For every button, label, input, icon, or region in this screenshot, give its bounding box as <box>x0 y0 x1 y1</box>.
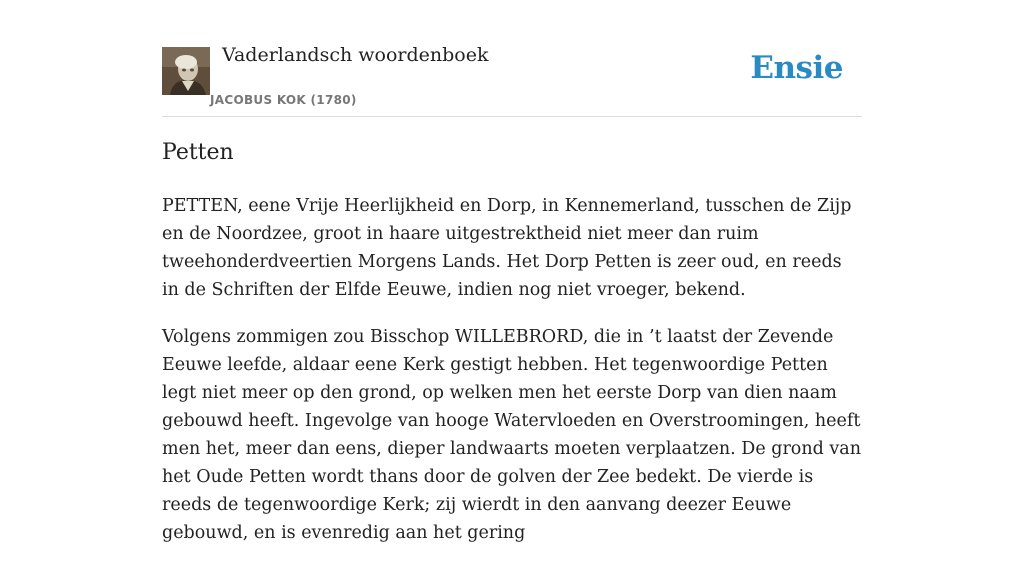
book-title[interactable]: Vaderlandsch woordenboek <box>222 44 489 66</box>
entry-paragraph: Volgens zommigen zou Bisschop WILLEBRORD, die in ’t laatst der Zevende Eeuwe leefde, aldaar eene Kerk gestigt hebben. Het tegenwoordige Petten legt niet meer op den grond, op welken men het eerste Dorp van dien naam gebouwd heeft. Ingevolge van hooge Watervloeden en Overstroomingen, heeft men het, meer dan eens, dieper landwaarts moeten verplaatzen. De grond van het Oude Petten wordt thans door de golven der Zee bedekt. De vierde is reeds de tegenwoordige Kerk; zij wierdt in den aanvang deezer Eeuwe gebouwd, en is evenredig aan het gering <box>162 327 861 543</box>
author-portrait-icon <box>162 47 210 95</box>
header <box>162 0 862 117</box>
content-container <box>162 0 862 543</box>
author-name: JACOBUS KOK (1780) <box>210 93 357 107</box>
entry-body <box>162 192 862 566</box>
entry-title: Petten <box>162 140 234 165</box>
entry-paragraph: PETTEN, eene Vrije Heerlijkheid en Dorp, in Kennemerland, tusschen de Zijp en de Noordzee, groot in haare uitgestrektheid niet meer dan ruim tweehonderdveertien Morgens Lands. Het Dorp Petten is zeer oud, en reeds in de Schriften der Elfde Eeuwe, indien nog niet vroeger, bekend. <box>162 196 852 300</box>
ensie-logo[interactable]: Ensie <box>750 50 843 86</box>
author-avatar[interactable] <box>162 47 210 95</box>
